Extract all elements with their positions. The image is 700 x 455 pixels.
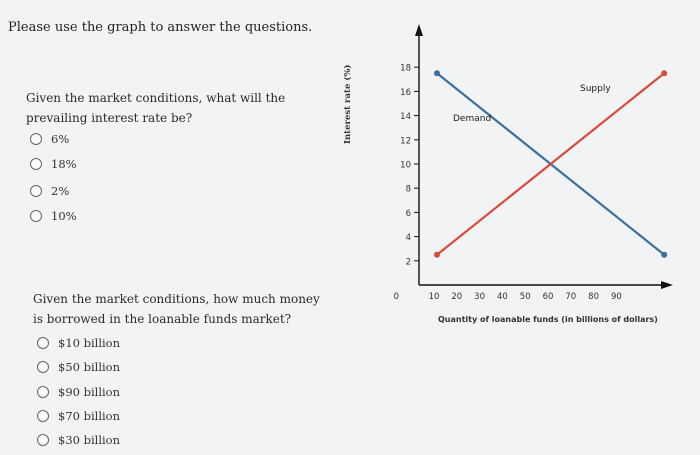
demand-point — [661, 252, 667, 258]
y-tick-label: 6 — [405, 208, 411, 219]
x-tick-label: 90 — [610, 292, 622, 302]
q1-option-label: 2% — [51, 184, 70, 198]
x-tick-label: 20 — [451, 292, 463, 302]
x-tick-label: 50 — [519, 292, 531, 302]
y-tick-label: 0 — [393, 292, 399, 302]
y-axis-arrow-icon — [415, 24, 423, 36]
supply-point — [661, 70, 667, 76]
supply-label: Supply — [580, 84, 611, 94]
y-tick-label: 4 — [405, 233, 411, 244]
x-tick-label: 10 — [428, 292, 440, 302]
y-tick-label: 16 — [400, 87, 411, 98]
x-tick-label: 40 — [496, 292, 508, 302]
x-tick-label: 60 — [542, 292, 554, 302]
x-tick-label: 80 — [588, 292, 600, 302]
y-axis-label: Interest rate (%) — [343, 64, 353, 144]
x-tick-label: 30 — [474, 292, 486, 302]
supply-point — [434, 252, 440, 258]
y-tick-label: 10 — [400, 160, 411, 171]
question-2-text: Given the market conditions, how much money is borrowed in the loanable funds market? — [33, 292, 320, 326]
demand-point — [434, 70, 440, 76]
y-tick-label: 2 — [405, 257, 411, 268]
question-1-text: Given the market conditions, what will the prevailing interest rate be? — [26, 91, 286, 125]
q2-option-label: $70 billion — [58, 409, 121, 423]
q2-option-label: $50 billion — [58, 360, 121, 374]
y-tick-label: 12 — [400, 136, 411, 147]
demand-label: Demand — [453, 114, 492, 124]
x-tick-label: 70 — [565, 292, 577, 302]
y-tick-label: 14 — [400, 112, 411, 123]
x-axis-arrow-icon — [661, 281, 673, 289]
instructions: Please use the graph to answer the questions. — [8, 20, 313, 35]
q1-option-label: 6% — [51, 132, 70, 146]
x-axis-label: Quantity of loanable funds (in billions of dollars) — [438, 315, 658, 324]
q2-option-label: $10 billion — [58, 336, 121, 350]
q2-option-label: $90 billion — [58, 385, 121, 399]
q1-option-label: 10% — [51, 209, 77, 223]
y-tick-label: 18 — [400, 63, 411, 74]
q2-option-label: $30 billion — [58, 433, 121, 447]
q1-option-label: 18% — [51, 157, 77, 171]
y-tick-label: 8 — [405, 184, 411, 195]
